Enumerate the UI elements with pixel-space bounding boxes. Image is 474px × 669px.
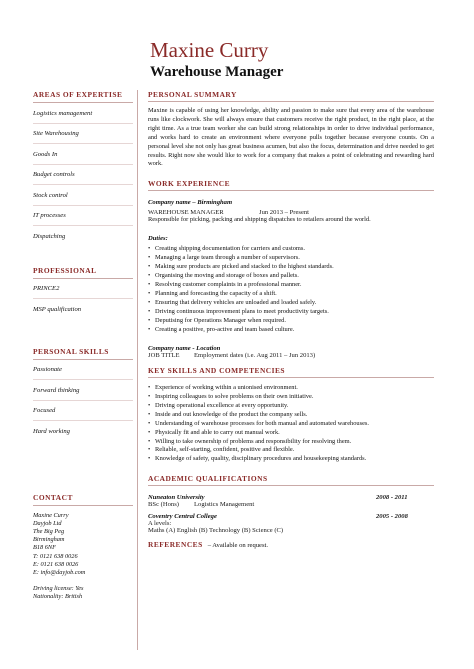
summary-text: Maxine is capable of using her knowledge, ability and passion to make sure that every area of the warehouse runs like clockwork. She will always ensure that customers receive the right product, in the right place, at the right time. As a true team worker she can build strong relationships in order to drive individual performance, and works hard to create an environment where everyone pulls together because everyone counts. On a personal level she not only has great business acumen, but also the focus, determination and drive needed to get results. Right now she would like to work for a company that makes a point of celebrating and rewarding hard work. xyxy=(148,107,434,168)
key-skill-item: • Driving operational excellence at every opportunity. xyxy=(148,402,434,411)
duty-item: • Resolving customer complaints in a professional manner. xyxy=(148,281,434,290)
professional-item: MSP qualification xyxy=(33,305,82,313)
role-title-2: JOB TITLE xyxy=(148,351,180,359)
contact-line: Dayjob Ltd xyxy=(33,519,62,527)
expertise-list xyxy=(33,103,133,247)
driving-license: Driving license: Yes xyxy=(33,585,84,593)
duties-list xyxy=(148,245,434,335)
experience-heading: WORK EXPERIENCE xyxy=(148,179,434,191)
key-skill-item: • Willing to take ownership of problems and responsibility for resolving them. xyxy=(148,438,434,447)
degree: BSc (Hons) xyxy=(148,501,179,509)
contact-line: Birmingham xyxy=(33,536,65,544)
role-title: WAREHOUSE MANAGER xyxy=(148,209,224,217)
academic-heading: ACADEMIC QUALIFICATIONS xyxy=(148,474,434,486)
education-row-1 xyxy=(148,494,434,501)
personal-skills-heading: PERSONAL SKILLS xyxy=(33,347,133,360)
personal-skill-item: Focused xyxy=(33,401,133,422)
key-skill-item: • Physically fit and able to carry out manual work. xyxy=(148,429,434,438)
role-row-2 xyxy=(148,352,434,359)
expertise-item: IT processes xyxy=(33,206,133,227)
key-skill-item: • Knowledge of safety, quality, disciplinary procedures and housekeeping standards. xyxy=(148,455,434,464)
references-text: – Available on request. xyxy=(207,542,269,550)
role-dates-2: Employment dates (i.e. Aug 2011 – Jun 2013) xyxy=(194,351,316,359)
key-skills-list xyxy=(148,384,434,465)
sidebar xyxy=(33,90,133,602)
professional-heading: PROFESSIONAL xyxy=(33,266,133,279)
contact-phone: T: 0121 638 0026 xyxy=(33,552,78,560)
personal-skill-item: Forward thinking xyxy=(33,380,133,401)
alevels-grades: Maths (A) English (B) Technology (B) Science (C) xyxy=(148,527,284,535)
personal-skill-item: Hard working xyxy=(33,427,70,435)
contact-line: Maxine Curry xyxy=(33,511,69,519)
expertise-heading: AREAS OF EXPERTISE xyxy=(33,90,133,103)
summary-heading: PERSONAL SUMMARY xyxy=(148,90,434,102)
company-name-2: Company name - Location xyxy=(148,344,221,352)
candidate-name: Maxine Curry xyxy=(150,38,269,62)
contact-line: B18 6NF xyxy=(33,544,56,552)
contact-block xyxy=(33,512,133,602)
role-dates: Jun 2013 – Present xyxy=(259,209,310,217)
contact-phone-2: E: 0121 638 0026 xyxy=(33,560,79,568)
degree-row xyxy=(148,501,434,508)
company-name: Company name – Birmingham xyxy=(148,199,233,207)
contact-line: The Big Peg xyxy=(33,527,65,535)
college-years: 2005 - 2008 xyxy=(376,513,408,521)
contact-heading: CONTACT xyxy=(33,493,133,506)
role-row xyxy=(148,209,434,216)
duty-item: • Organising the moving and storage of boxes and pallets. xyxy=(148,272,434,281)
duty-item: • Creating shipping documentation for carriers and customs. xyxy=(148,245,434,254)
college-name: Coventry Central College xyxy=(148,513,217,521)
role-responsibility: Responsible for picking, packing and shipping dispatches to retailers around the world. xyxy=(148,216,371,224)
degree-subject: Logistics Management xyxy=(194,501,255,509)
duty-item: • Deputising for Operations Manager when required. xyxy=(148,317,434,326)
main-content xyxy=(148,90,434,551)
duty-item: • Creating a positive, pro-active and team based culture. xyxy=(148,326,434,335)
references-heading: REFERENCES xyxy=(148,540,203,550)
expertise-item: Budget controls xyxy=(33,165,133,186)
expertise-item: Dispatching xyxy=(33,232,66,240)
duties-label: Duties: xyxy=(148,235,168,243)
school-years: 2008 - 2011 xyxy=(376,494,408,502)
contact-email[interactable]: E: info@dayjob.com xyxy=(33,568,86,576)
duty-item: • Managing a large team through a number of supervisors. xyxy=(148,254,434,263)
expertise-item: Stock control xyxy=(33,185,133,206)
key-skill-item: • Inspiring colleagues to solve problems on their own initiative. xyxy=(148,393,434,402)
key-skill-item: • Experience of working within a unionised environment. xyxy=(148,384,434,393)
key-skill-item: • Understanding of warehouse processes for both manual and automated warehouses. xyxy=(148,420,434,429)
expertise-item: Logistics management xyxy=(33,103,133,124)
expertise-item: Goods In xyxy=(33,144,133,165)
school-name: Nuneaton University xyxy=(148,494,205,502)
personal-skill-item: Passionate xyxy=(33,360,133,381)
references-section xyxy=(148,540,434,551)
nationality: Nationality: British xyxy=(33,593,83,601)
professional-item: PRINCE2 xyxy=(33,279,133,300)
key-skill-item: • Reliable, self-starting, confident, positive and flexible. xyxy=(148,446,434,455)
duty-item: • Ensuring that delivery vehicles are unloaded and loaded safely. xyxy=(148,299,434,308)
alevels-label: A levels: xyxy=(148,520,172,528)
expertise-item: Site Warehousing xyxy=(33,124,133,145)
job-title: Warehouse Manager xyxy=(150,64,284,80)
key-skills-heading: KEY SKILLS AND COMPETENCIES xyxy=(148,366,434,378)
key-skill-item: • Inside and out knowledge of the product the company sells. xyxy=(148,411,434,420)
duty-item: • Driving continuous improvement plans to meet productivity targets. xyxy=(148,308,434,317)
column-divider xyxy=(137,90,138,650)
duty-item: • Planning and forecasting the capacity of a shift. xyxy=(148,290,434,299)
duty-item: • Making sure products are picked and stacked to the highest standards. xyxy=(148,263,434,272)
education-row-2 xyxy=(148,513,434,520)
